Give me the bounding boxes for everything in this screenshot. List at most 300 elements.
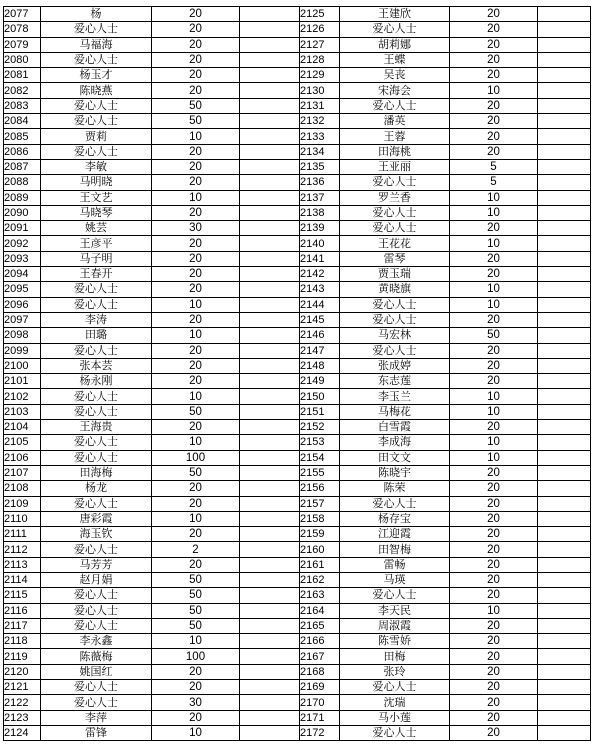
- left-name-cell: 爱心人士: [41, 297, 152, 312]
- table-row: [4, 159, 591, 174]
- left-blank-cell: [240, 557, 300, 572]
- left-name-cell: 马晓琴: [41, 205, 152, 220]
- right-name-cell: 田智梅: [340, 542, 450, 557]
- left-blank-cell: [240, 465, 300, 480]
- right-amount-cell: 20: [450, 481, 538, 496]
- right-amount-cell: 20: [450, 572, 538, 587]
- right-amount-cell: 20: [450, 374, 538, 389]
- table-row: [4, 420, 591, 435]
- right-name-cell: 爱心人士: [340, 312, 450, 327]
- table-row: [4, 527, 591, 542]
- table-row: [4, 343, 591, 358]
- left-serial-cell: 2120: [4, 664, 41, 679]
- right-blank-cell: [538, 205, 591, 220]
- right-amount-cell: 20: [450, 618, 538, 633]
- table-row: [4, 389, 591, 404]
- left-serial-cell: 2089: [4, 190, 41, 205]
- right-name-cell: 雷琴: [340, 251, 450, 266]
- left-amount-cell: 20: [152, 374, 240, 389]
- right-serial-cell: 2164: [300, 603, 340, 618]
- left-name-cell: 陈薇梅: [41, 649, 152, 664]
- right-name-cell: 爱心人士: [340, 588, 450, 603]
- right-name-cell: 爱心人士: [340, 680, 450, 695]
- right-serial-cell: 2158: [300, 511, 340, 526]
- left-blank-cell: [240, 251, 300, 266]
- table-row: [4, 312, 591, 327]
- right-name-cell: 张玲: [340, 664, 450, 679]
- left-serial-cell: 2092: [4, 236, 41, 251]
- right-name-cell: 周淑霞: [340, 618, 450, 633]
- left-blank-cell: [240, 175, 300, 190]
- right-blank-cell: [538, 175, 591, 190]
- right-blank-cell: [538, 664, 591, 679]
- left-name-cell: 王彦平: [41, 236, 152, 251]
- left-blank-cell: [240, 588, 300, 603]
- left-amount-cell: 20: [152, 267, 240, 282]
- right-serial-cell: 2147: [300, 343, 340, 358]
- right-serial-cell: 2160: [300, 542, 340, 557]
- left-amount-cell: 50: [152, 114, 240, 129]
- right-amount-cell: 20: [450, 37, 538, 52]
- left-name-cell: 田海梅: [41, 465, 152, 480]
- left-serial-cell: 2113: [4, 557, 41, 572]
- table-row: [4, 695, 591, 710]
- left-blank-cell: [240, 618, 300, 633]
- table-row: [4, 542, 591, 557]
- right-serial-cell: 2131: [300, 98, 340, 113]
- left-serial-cell: 2106: [4, 450, 41, 465]
- right-serial-cell: 2162: [300, 572, 340, 587]
- right-blank-cell: [538, 328, 591, 343]
- table-row: [4, 282, 591, 297]
- right-name-cell: 白雪霞: [340, 420, 450, 435]
- left-name-cell: 爱心人士: [41, 588, 152, 603]
- right-name-cell: 杨存宝: [340, 511, 450, 526]
- right-name-cell: 爱心人士: [340, 343, 450, 358]
- right-serial-cell: 2150: [300, 389, 340, 404]
- right-serial-cell: 2134: [300, 144, 340, 159]
- table-row: [4, 664, 591, 679]
- right-name-cell: 爱心人士: [340, 297, 450, 312]
- right-serial-cell: 2155: [300, 465, 340, 480]
- right-blank-cell: [538, 527, 591, 542]
- right-serial-cell: 2133: [300, 129, 340, 144]
- right-name-cell: 田文文: [340, 450, 450, 465]
- right-amount-cell: 20: [450, 465, 538, 480]
- left-amount-cell: 100: [152, 649, 240, 664]
- left-name-cell: 贾莉: [41, 129, 152, 144]
- right-amount-cell: 10: [450, 282, 538, 297]
- left-amount-cell: 20: [152, 83, 240, 98]
- right-serial-cell: 2170: [300, 695, 340, 710]
- right-serial-cell: 2144: [300, 297, 340, 312]
- right-name-cell: 江迎霞: [340, 527, 450, 542]
- left-name-cell: 杨: [41, 7, 152, 22]
- right-serial-cell: 2142: [300, 267, 340, 282]
- right-amount-cell: 20: [450, 725, 538, 740]
- left-amount-cell: 20: [152, 557, 240, 572]
- right-amount-cell: 20: [450, 343, 538, 358]
- left-name-cell: 张本芸: [41, 358, 152, 373]
- table-row: [4, 404, 591, 419]
- right-serial-cell: 2165: [300, 618, 340, 633]
- right-blank-cell: [538, 190, 591, 205]
- left-amount-cell: 50: [152, 618, 240, 633]
- left-serial-cell: 2123: [4, 710, 41, 725]
- left-blank-cell: [240, 7, 300, 22]
- left-blank-cell: [240, 358, 300, 373]
- left-serial-cell: 2083: [4, 98, 41, 113]
- left-amount-cell: 20: [152, 481, 240, 496]
- right-name-cell: 胡莉娜: [340, 37, 450, 52]
- left-serial-cell: 2097: [4, 312, 41, 327]
- left-serial-cell: 2118: [4, 634, 41, 649]
- right-name-cell: 沈瑞: [340, 695, 450, 710]
- left-amount-cell: 20: [152, 236, 240, 251]
- right-blank-cell: [538, 343, 591, 358]
- right-serial-cell: 2167: [300, 649, 340, 664]
- table-row: [4, 710, 591, 725]
- left-amount-cell: 100: [152, 450, 240, 465]
- left-name-cell: 爱心人士: [41, 680, 152, 695]
- left-blank-cell: [240, 542, 300, 557]
- right-serial-cell: 2149: [300, 374, 340, 389]
- left-serial-cell: 2101: [4, 374, 41, 389]
- table-row: [4, 129, 591, 144]
- table-row: [4, 7, 591, 22]
- right-blank-cell: [538, 725, 591, 740]
- table-row: [4, 374, 591, 389]
- table-row: [4, 572, 591, 587]
- left-name-cell: 雷锋: [41, 725, 152, 740]
- table-row: [4, 481, 591, 496]
- left-amount-cell: 2: [152, 542, 240, 557]
- donation-table: [3, 6, 591, 741]
- left-name-cell: 王文艺: [41, 190, 152, 205]
- left-name-cell: 爱心人士: [41, 389, 152, 404]
- right-serial-cell: 2128: [300, 52, 340, 67]
- left-serial-cell: 2114: [4, 572, 41, 587]
- left-name-cell: 王春开: [41, 267, 152, 282]
- right-name-cell: 马小莲: [340, 710, 450, 725]
- right-amount-cell: 20: [450, 664, 538, 679]
- left-amount-cell: 20: [152, 68, 240, 83]
- right-amount-cell: 20: [450, 358, 538, 373]
- left-amount-cell: 20: [152, 343, 240, 358]
- left-amount-cell: 10: [152, 190, 240, 205]
- right-name-cell: 贾玉瑞: [340, 267, 450, 282]
- left-amount-cell: 50: [152, 572, 240, 587]
- left-blank-cell: [240, 710, 300, 725]
- left-serial-cell: 2078: [4, 22, 41, 37]
- right-blank-cell: [538, 282, 591, 297]
- right-blank-cell: [538, 420, 591, 435]
- right-amount-cell: 20: [450, 7, 538, 22]
- right-blank-cell: [538, 618, 591, 633]
- left-name-cell: 姚国红: [41, 664, 152, 679]
- right-serial-cell: 2143: [300, 282, 340, 297]
- left-amount-cell: 20: [152, 664, 240, 679]
- table-row: [4, 52, 591, 67]
- right-name-cell: 马梅花: [340, 404, 450, 419]
- left-blank-cell: [240, 420, 300, 435]
- left-blank-cell: [240, 267, 300, 282]
- left-amount-cell: 30: [152, 695, 240, 710]
- left-amount-cell: 20: [152, 7, 240, 22]
- left-serial-cell: 2103: [4, 404, 41, 419]
- left-blank-cell: [240, 450, 300, 465]
- right-amount-cell: 10: [450, 435, 538, 450]
- right-name-cell: 马宏林: [340, 328, 450, 343]
- left-serial-cell: 2112: [4, 542, 41, 557]
- right-amount-cell: 20: [450, 634, 538, 649]
- right-blank-cell: [538, 22, 591, 37]
- right-name-cell: 王花花: [340, 236, 450, 251]
- left-serial-cell: 2085: [4, 129, 41, 144]
- right-amount-cell: 20: [450, 710, 538, 725]
- right-blank-cell: [538, 98, 591, 113]
- left-blank-cell: [240, 496, 300, 511]
- right-serial-cell: 2151: [300, 404, 340, 419]
- table-row: [4, 496, 591, 511]
- left-blank-cell: [240, 511, 300, 526]
- right-name-cell: 爱心人士: [340, 98, 450, 113]
- left-blank-cell: [240, 22, 300, 37]
- left-name-cell: 爱心人士: [41, 52, 152, 67]
- table-row: [4, 190, 591, 205]
- right-serial-cell: 2126: [300, 22, 340, 37]
- right-name-cell: 王蓉: [340, 129, 450, 144]
- table-row: [4, 22, 591, 37]
- right-name-cell: 东志莲: [340, 374, 450, 389]
- right-serial-cell: 2139: [300, 221, 340, 236]
- right-serial-cell: 2130: [300, 83, 340, 98]
- table-row: [4, 634, 591, 649]
- right-serial-cell: 2156: [300, 481, 340, 496]
- table-row: [4, 251, 591, 266]
- right-amount-cell: 10: [450, 83, 538, 98]
- left-serial-cell: 2093: [4, 251, 41, 266]
- right-blank-cell: [538, 710, 591, 725]
- right-blank-cell: [538, 496, 591, 511]
- right-name-cell: 陈荣: [340, 481, 450, 496]
- left-name-cell: 马芳芳: [41, 557, 152, 572]
- left-name-cell: 爱心人士: [41, 450, 152, 465]
- left-blank-cell: [240, 312, 300, 327]
- left-amount-cell: 20: [152, 251, 240, 266]
- left-name-cell: 爱心人士: [41, 404, 152, 419]
- table-row: [4, 98, 591, 113]
- left-blank-cell: [240, 725, 300, 740]
- right-amount-cell: 10: [450, 603, 538, 618]
- left-blank-cell: [240, 114, 300, 129]
- left-blank-cell: [240, 159, 300, 174]
- left-name-cell: 陈晓燕: [41, 83, 152, 98]
- left-blank-cell: [240, 343, 300, 358]
- right-blank-cell: [538, 114, 591, 129]
- right-amount-cell: 20: [450, 52, 538, 67]
- right-blank-cell: [538, 435, 591, 450]
- left-blank-cell: [240, 37, 300, 52]
- left-amount-cell: 20: [152, 680, 240, 695]
- left-amount-cell: 10: [152, 511, 240, 526]
- left-serial-cell: 2077: [4, 7, 41, 22]
- left-blank-cell: [240, 527, 300, 542]
- right-amount-cell: 20: [450, 557, 538, 572]
- right-name-cell: 马瑛: [340, 572, 450, 587]
- left-serial-cell: 2095: [4, 282, 41, 297]
- right-blank-cell: [538, 542, 591, 557]
- left-name-cell: 杨玉才: [41, 68, 152, 83]
- right-serial-cell: 2129: [300, 68, 340, 83]
- right-blank-cell: [538, 7, 591, 22]
- left-amount-cell: 20: [152, 159, 240, 174]
- right-amount-cell: 20: [450, 251, 538, 266]
- left-blank-cell: [240, 374, 300, 389]
- left-amount-cell: 20: [152, 144, 240, 159]
- left-serial-cell: 2098: [4, 328, 41, 343]
- left-serial-cell: 2079: [4, 37, 41, 52]
- left-amount-cell: 20: [152, 22, 240, 37]
- right-blank-cell: [538, 312, 591, 327]
- left-amount-cell: 10: [152, 297, 240, 312]
- right-blank-cell: [538, 680, 591, 695]
- right-serial-cell: 2154: [300, 450, 340, 465]
- left-serial-cell: 2122: [4, 695, 41, 710]
- left-amount-cell: 10: [152, 328, 240, 343]
- right-blank-cell: [538, 297, 591, 312]
- right-amount-cell: 20: [450, 496, 538, 511]
- right-amount-cell: 20: [450, 267, 538, 282]
- right-amount-cell: 20: [450, 588, 538, 603]
- right-amount-cell: 10: [450, 236, 538, 251]
- table-row: [4, 358, 591, 373]
- right-serial-cell: 2125: [300, 7, 340, 22]
- right-serial-cell: 2132: [300, 114, 340, 129]
- table-row: [4, 68, 591, 83]
- right-serial-cell: 2169: [300, 680, 340, 695]
- right-blank-cell: [538, 634, 591, 649]
- left-amount-cell: 50: [152, 465, 240, 480]
- left-serial-cell: 2110: [4, 511, 41, 526]
- right-serial-cell: 2127: [300, 37, 340, 52]
- left-amount-cell: 20: [152, 205, 240, 220]
- left-serial-cell: 2109: [4, 496, 41, 511]
- left-serial-cell: 2124: [4, 725, 41, 740]
- right-blank-cell: [538, 52, 591, 67]
- left-blank-cell: [240, 572, 300, 587]
- left-serial-cell: 2104: [4, 420, 41, 435]
- left-serial-cell: 2119: [4, 649, 41, 664]
- left-blank-cell: [240, 205, 300, 220]
- left-amount-cell: 20: [152, 52, 240, 67]
- right-blank-cell: [538, 129, 591, 144]
- table-row: [4, 557, 591, 572]
- right-amount-cell: 20: [450, 511, 538, 526]
- right-amount-cell: 20: [450, 649, 538, 664]
- left-amount-cell: 50: [152, 98, 240, 113]
- right-amount-cell: 20: [450, 312, 538, 327]
- right-serial-cell: 2145: [300, 312, 340, 327]
- table-row: [4, 267, 591, 282]
- right-name-cell: 爱心人士: [340, 221, 450, 236]
- left-blank-cell: [240, 328, 300, 343]
- left-serial-cell: 2091: [4, 221, 41, 236]
- left-blank-cell: [240, 297, 300, 312]
- left-serial-cell: 2107: [4, 465, 41, 480]
- right-name-cell: 田海桃: [340, 144, 450, 159]
- left-name-cell: 赵月娟: [41, 572, 152, 587]
- right-serial-cell: 2152: [300, 420, 340, 435]
- left-amount-cell: 50: [152, 588, 240, 603]
- right-name-cell: 田梅: [340, 649, 450, 664]
- left-serial-cell: 2116: [4, 603, 41, 618]
- right-serial-cell: 2140: [300, 236, 340, 251]
- table-row: [4, 649, 591, 664]
- left-serial-cell: 2080: [4, 52, 41, 67]
- left-name-cell: 爱心人士: [41, 542, 152, 557]
- left-name-cell: 爱心人士: [41, 618, 152, 633]
- right-amount-cell: 10: [450, 404, 538, 419]
- left-serial-cell: 2108: [4, 481, 41, 496]
- right-amount-cell: 10: [450, 190, 538, 205]
- right-amount-cell: 20: [450, 22, 538, 37]
- table-row: [4, 37, 591, 52]
- right-blank-cell: [538, 588, 591, 603]
- right-serial-cell: 2172: [300, 725, 340, 740]
- left-blank-cell: [240, 68, 300, 83]
- table-row: [4, 297, 591, 312]
- left-name-cell: 李萍: [41, 710, 152, 725]
- right-name-cell: 爱心人士: [340, 725, 450, 740]
- right-amount-cell: 20: [450, 527, 538, 542]
- table-row: [4, 435, 591, 450]
- table-row: [4, 175, 591, 190]
- right-amount-cell: 20: [450, 420, 538, 435]
- right-serial-cell: 2163: [300, 588, 340, 603]
- left-name-cell: 爱心人士: [41, 603, 152, 618]
- left-blank-cell: [240, 603, 300, 618]
- right-amount-cell: 20: [450, 114, 538, 129]
- right-serial-cell: 2148: [300, 358, 340, 373]
- left-serial-cell: 2115: [4, 588, 41, 603]
- left-blank-cell: [240, 664, 300, 679]
- left-blank-cell: [240, 680, 300, 695]
- left-name-cell: 唐彩霞: [41, 511, 152, 526]
- right-blank-cell: [538, 511, 591, 526]
- left-serial-cell: 2086: [4, 144, 41, 159]
- right-amount-cell: 5: [450, 159, 538, 174]
- left-serial-cell: 2094: [4, 267, 41, 282]
- right-blank-cell: [538, 221, 591, 236]
- table-row: [4, 603, 591, 618]
- left-amount-cell: 50: [152, 404, 240, 419]
- left-amount-cell: 20: [152, 420, 240, 435]
- right-serial-cell: 2135: [300, 159, 340, 174]
- right-name-cell: 雷畅: [340, 557, 450, 572]
- right-amount-cell: 10: [450, 297, 538, 312]
- right-amount-cell: 20: [450, 695, 538, 710]
- right-serial-cell: 2146: [300, 328, 340, 343]
- left-blank-cell: [240, 634, 300, 649]
- left-amount-cell: 20: [152, 358, 240, 373]
- right-amount-cell: 10: [450, 389, 538, 404]
- right-serial-cell: 2157: [300, 496, 340, 511]
- right-amount-cell: 20: [450, 680, 538, 695]
- left-amount-cell: 30: [152, 221, 240, 236]
- right-blank-cell: [538, 649, 591, 664]
- left-serial-cell: 2082: [4, 83, 41, 98]
